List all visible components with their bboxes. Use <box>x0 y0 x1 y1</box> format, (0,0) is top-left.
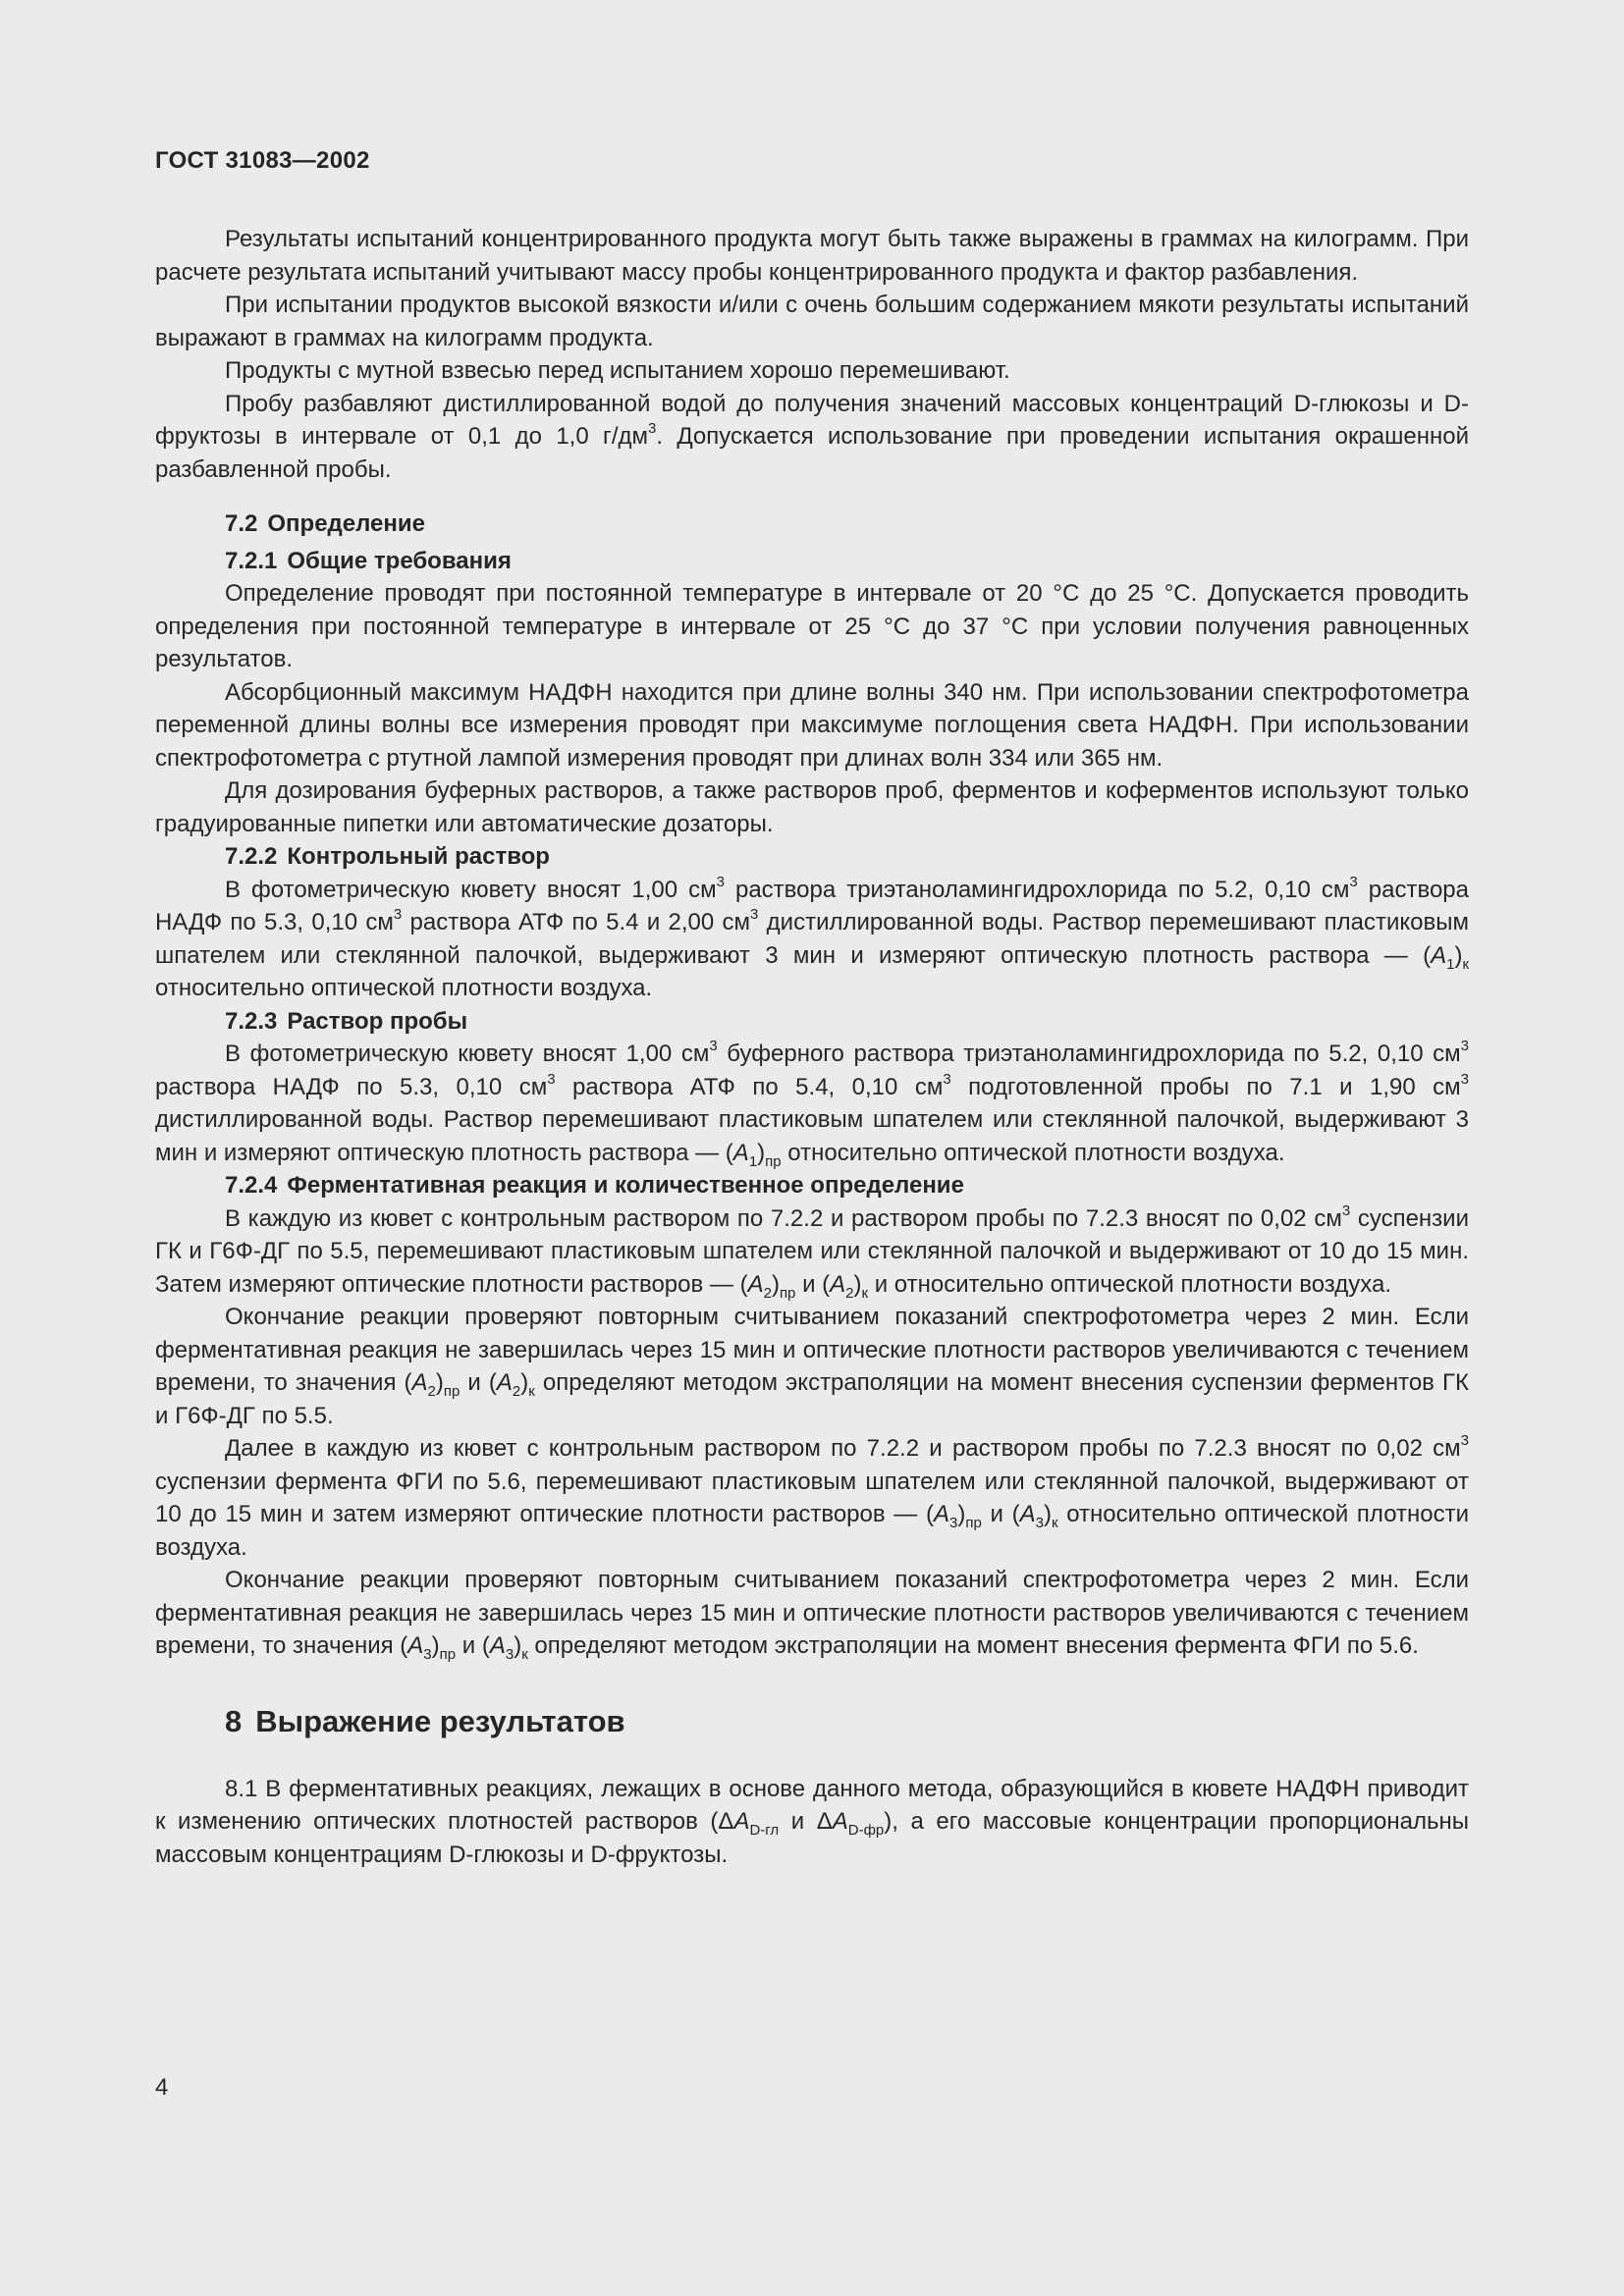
section-heading-8: 8 Выражение результатов <box>225 1703 625 1738</box>
paragraph: В фотометрическую кювету вносят 1,00 $см^3$ раствора триэтаноламингидрохлорида по 5.2, 0,10 $см^3$ раствора НАДФ по 5.3, 0,10 $см^3$ раствора АТФ по 5.4 и 2,00 $см^3$ дистиллированной воды. Раствор перемешивают пластиковым шпателем или стеклянной палочкой, выдерживают 3 мин и измеряют оптическую плотность раствора — $(A_1)_к$ относительно оптической плотности воздуха. <box>155 873 1470 1001</box>
paragraph: Продукты с мутной взвесью перед испытанием хорошо перемешивают. <box>225 357 1010 384</box>
paragraph: В каждую из кювет с контрольным раствором по 7.2.2 и раствором пробы по 7.2.3 вносят по 0,02 $см^3$ суспензии ГК и Г6Ф-ДГ по 5.5, перемешивают пластиковым шпателем или стеклянной палочкой и выдерживают от 10 до 15 мин. Затем измеряют оптические плотности растворов — $(A_2)_{пр}$ и $(A_2)_к$ и относительно оптической плотности воздуха. <box>155 1201 1469 1302</box>
section-heading-7-2: 7.2 Определение <box>225 510 426 537</box>
paragraph: При испытании продуктов высокой вязкости и/или с очень большим содержанием мякоти результаты испытаний выражают в граммах на килограмм продукта. <box>155 292 1469 351</box>
document-header: ГОСТ 31083—2002 <box>155 147 370 174</box>
paragraph: В фотометрическую кювету вносят 1,00 $см^3$ буферного раствора триэтаноламингидрохлорида по 5.2, 0,10 $см^3$ раствора НАДФ по 5.3, 0,10 $см^3$ раствора АТФ по 5.4, 0,10 $см^3$ подготовленной пробы по 7.1 и 1,90 $см^3$ дистиллированной воды. Раствор перемешивают пластиковым шпателем или стеклянной палочкой, выдерживают 3 мин и измеряют оптическую плотность раствора — $(A_1)_{пр}$ относительно оптической плотности воздуха. <box>155 1038 1470 1170</box>
section-heading-7-2-1: 7.2.1 Общие требования <box>225 547 512 574</box>
section-heading-7-2-2: 7.2.2 Контрольный раствор <box>225 843 550 870</box>
paragraph: Определение проводят при постоянной температуре в интервале от 20 °С до 25 °С. Допускается проводить определения при постоянной температуре в интервале от 25 °С до 37 °С при условии получения равноценных результатов. <box>155 580 1469 672</box>
section-heading-7-2-3: 7.2.3 Раствор пробы <box>225 1007 468 1035</box>
document-body <box>155 223 1469 1871</box>
section-heading-7-2-4: 7.2.4 Ферментативная реакция и количественное определение <box>225 1172 964 1199</box>
paragraph: Результаты испытаний концентрированного продукта могут быть также выражены в граммах на килограмм. При расчете результата испытаний учитывают массу пробы концентрированного продукта и фактор разбавления. <box>155 226 1469 286</box>
paragraph: Абсорбционный максимум НАДФН находится при длине волны 340 нм. При использовании спектрофотометра переменной длины волны все измерения проводят при максимуме поглощения света НАДФН. При использовании спектрофотометра с ртутной лампой измерения проводят при длинах волн 334 или 365 нм. <box>155 678 1469 772</box>
paragraph: Окончание реакции проверяют повторным считыванием показаний спектрофотометра через 2 мин. Если ферментативная реакция не завершилась через 15 мин и оптические плотности растворов увеличиваются с течением времени, то значения $(A_2)_{пр}$ и $(A_2)_к$ определяют методом экстраполяции на момент внесения суспензии ферментов ГК и Г6Ф-ДГ по 5.5. <box>155 1304 1469 1429</box>
paragraph: Для дозирования буферных растворов, а также растворов проб, ферментов и коферментов используют только градуированные пипетки или автоматические дозаторы. <box>155 777 1469 837</box>
paragraph: 8.1 В ферментативных реакциях, лежащих в основе данного метода, образующийся в кювете НАДФН приводит к изменению оптических плотностей растворов ($\Delta A_{D-гл}$ и $\Delta A_{D-фр}$), а его массовые концентрации пропорциональны массовым концентрациям D-глюкозы и D-фруктозы. <box>155 1775 1469 1868</box>
paragraph: Пробу разбавляют дистиллированной водой до получения значений массовых концентраций D-глюкозы и D-фруктозы в интервале от 0,1 до 1,0 $г/дм^3$. Допускается использование при проведении испытания окрашенной разбавленной пробы. <box>155 390 1470 483</box>
page-number: 4 <box>155 2074 169 2101</box>
paragraph: Далее в каждую из кювет с контрольным раствором по 7.2.2 и раствором пробы по 7.2.3 вносят по 0,02 $см^3$ суспензии фермента ФГИ по 5.6, перемешивают пластиковым шпателем или стеклянной палочкой, выдерживают от 10 до 15 мин и затем измеряют оптические плотности растворов — $(A_3)_{пр}$ и $(A_3)_к$ относительно оптической плотности воздуха. <box>155 1432 1470 1561</box>
paragraph: Окончание реакции проверяют повторным считыванием показаний спектрофотометра через 2 мин. Если ферментативная реакция не завершилась через 15 мин и оптические плотности растворов увеличиваются с течением времени, то значения $(A_3)_{пр}$ и $(A_3)_к$ определяют методом экстраполяции на момент внесения фермента ФГИ по 5.6. <box>155 1567 1469 1663</box>
